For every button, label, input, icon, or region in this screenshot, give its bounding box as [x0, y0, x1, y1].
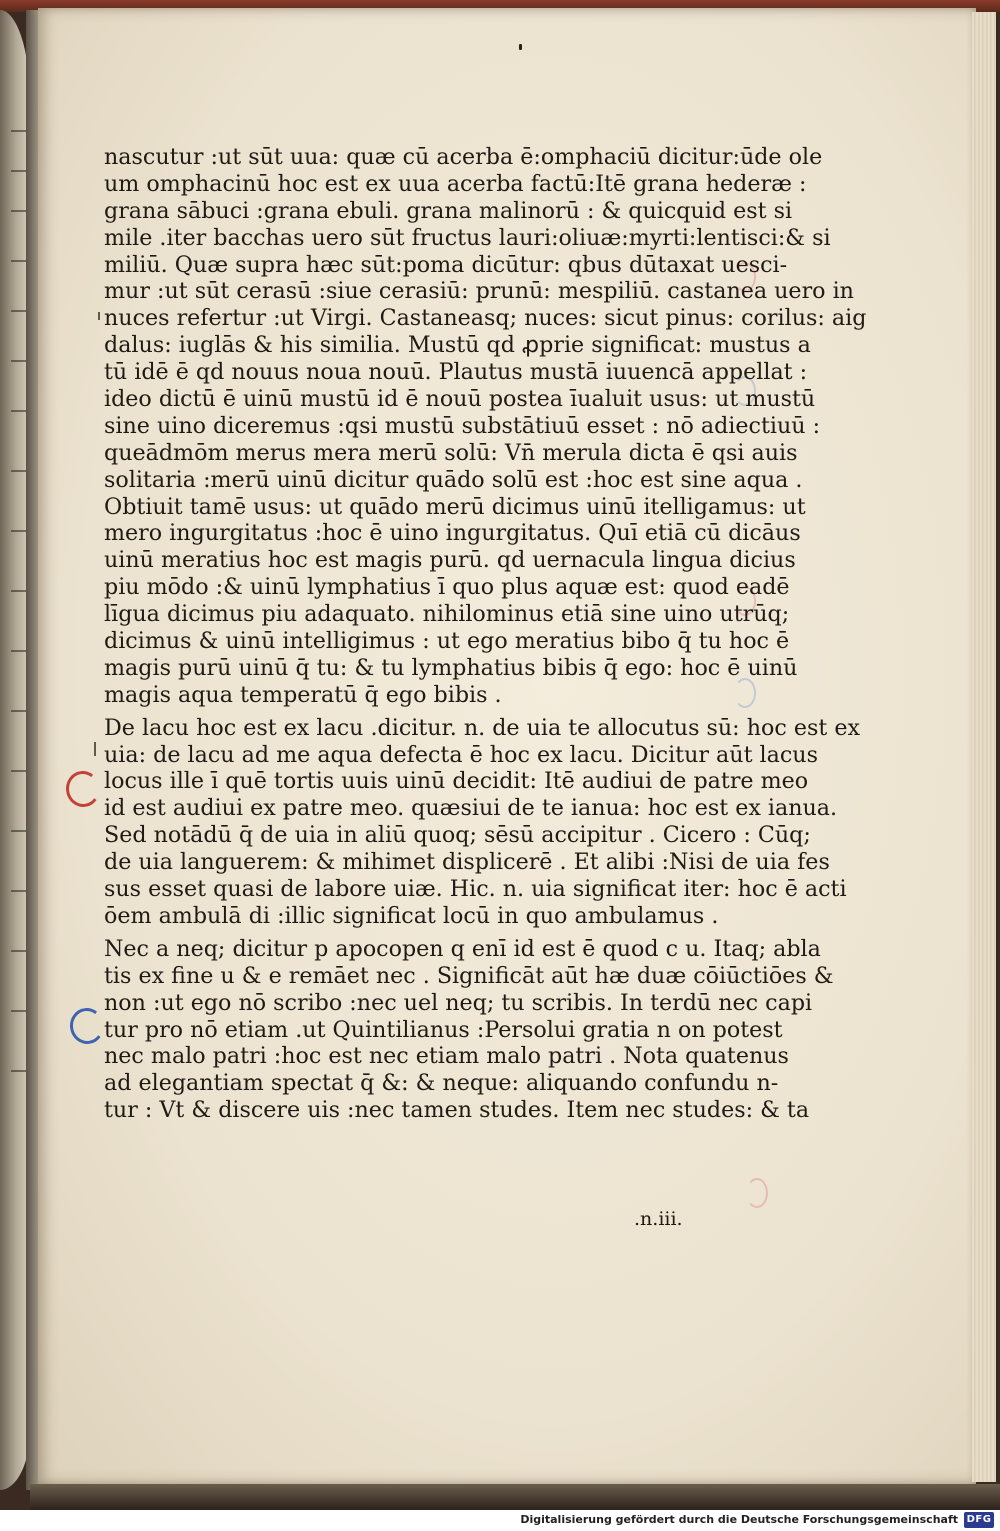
text-line: uinū meratius hoc est magis purū. qd uernacula lingua dicius — [104, 547, 796, 574]
text-line: Obtiuit tamē usus: ut quādo merū dicimus uinū itelligamus: ut — [104, 493, 806, 520]
text-line: id est audiui ex patre meo. quæsiui de te ianua: hoc est ex ianua. — [104, 795, 838, 822]
dfg-logo: DFG — [964, 1512, 994, 1528]
text-line: Sed notādū q̄ de uia in aliū quoq; sēsū accipitur . Cicero : Cūq; — [104, 822, 811, 849]
text-line: tur : Vt & discere uis :nec tamen studes. Item nec studes: & ta — [104, 1097, 810, 1124]
text-line: uia: de lacu ad me aqua defecta ē hoc ex lacu. Dicitur aūt lacus — [104, 741, 818, 768]
text-line: sus esset quasi de labore uiæ. Hic. n. uia significat iter: hoc ē acti — [104, 876, 847, 903]
text-line: tur pro nō etiam .ut Quintilianus :Persolui gratia n on potest — [104, 1016, 783, 1043]
text-line: tis ex fine u & e remāet nec . Significāt aūt hæ duæ cōiūctiōes & — [104, 962, 834, 989]
text-line: solitaria :merū uinū dicitur quādo solū est :hoc est sine aqua . — [104, 466, 803, 493]
footer-bar — [0, 1510, 1000, 1531]
funding-credit: Digitalisierung gefördert durch die Deutsche Forschungsgemeinschaft — [520, 1513, 958, 1526]
text-line: tū idē ē qd nouus noua nouū. Plautus mustā iuuencā appellat : — [104, 359, 808, 386]
text-line: mero ingurgitatus :hoc ē uino ingurgitatus. Quī etiā cū dicāus — [104, 520, 801, 547]
margin-mark — [94, 742, 96, 756]
text-line: nuces refertur :ut Virgi. Castaneasq; nuces: sicut pinus: corilus: aig — [104, 305, 867, 332]
text-line: piu mōdo :& uinū lymphatius ī quo plus aquæ est: quod eadē — [104, 574, 790, 601]
text-line: ideo dictū ē uinū mustū id ē nouū postea īualuit usus: ut mustū — [104, 386, 816, 413]
text-line: dicimus & uinū intelligimus : ut ego meratius bibo q̄ tu hoc ē — [104, 628, 790, 655]
text-line: de uia languerem: & mihimet displicerē . Et alibi :Nisi de uia fes — [104, 849, 830, 876]
text-line: grana sābuci :grana ebuli. grana malinorū : & quicquid est si — [104, 197, 793, 224]
text-line: nascutur :ut sūt uua: quæ cū acerba ē:omphaciū dicitur:ūde ole — [104, 144, 823, 170]
text-line: miliū. Quæ supra hæc sūt:poma dicūtur: qbus dūtaxat uesci- — [104, 251, 788, 278]
show-through-mark — [746, 1178, 768, 1208]
text-line: magis purū uinū q̄ tu: & tu lymphatius bibis q̄ ego: hoc ē uinū — [104, 654, 798, 681]
text-line: ōem ambulā di :illic significat locū in quo ambulamus . — [104, 902, 719, 929]
ink-speck — [519, 44, 522, 50]
text-line: nec malo patri :hoc est nec etiam malo patri . Nota quatenus — [104, 1043, 789, 1070]
text-line: mur :ut sūt cerasū :siue cerasiū: prunū: mespiliū. castanea uero in — [104, 278, 854, 305]
text-line: ad elegantiam spectat q̄ &: & neque: aliquando confundu n- — [104, 1070, 779, 1097]
text-line: non :ut ego nō scribo :nec uel neq; tu scribis. In terdū nec capi — [104, 989, 813, 1016]
page-bottom-shadow — [30, 1484, 1000, 1510]
text-line: Nec a neq; dicitur p apocopen q enī id est ē quod c u. Itaq; abla — [104, 935, 821, 962]
text-line: De lacu hoc est ex lacu .dicitur. n. de uia te allocutus sū: hoc est ex — [104, 714, 860, 741]
text-line: locus ille ī quē tortis uuis uinū decidit: Itē audiui de patre meo — [104, 768, 809, 795]
page-text-block — [104, 144, 867, 1124]
text-line: līgua dicimus piu adaquato. nihilominus etiā sine uino utrūq; — [104, 601, 790, 628]
signature-mark: .n.iii. — [634, 1208, 683, 1230]
text-line: mile .iter bacchas uero sūt fructus lauri:oliuæ:myrti:lentisci:& si — [104, 224, 831, 251]
text-line: magis aqua temperatū q̄ ego bibis . — [104, 681, 502, 708]
margin-mark — [98, 312, 100, 320]
text-line: um omphacinū hoc est ex uua acerba factū:Itē grana hederæ : — [104, 170, 807, 197]
text-line: dalus: iuglās & his similia. Mustū qd ꝓprie significat: mustus a — [104, 332, 811, 359]
text-line: queādmōm merus mera merū solū: Vn̄ merula dicta ē qsi auis — [104, 439, 798, 466]
text-line: sine uino diceremus :qsi mustū substātiuū esset : nō adiectiuū : — [104, 412, 821, 439]
page-fore-edge — [972, 12, 996, 1482]
